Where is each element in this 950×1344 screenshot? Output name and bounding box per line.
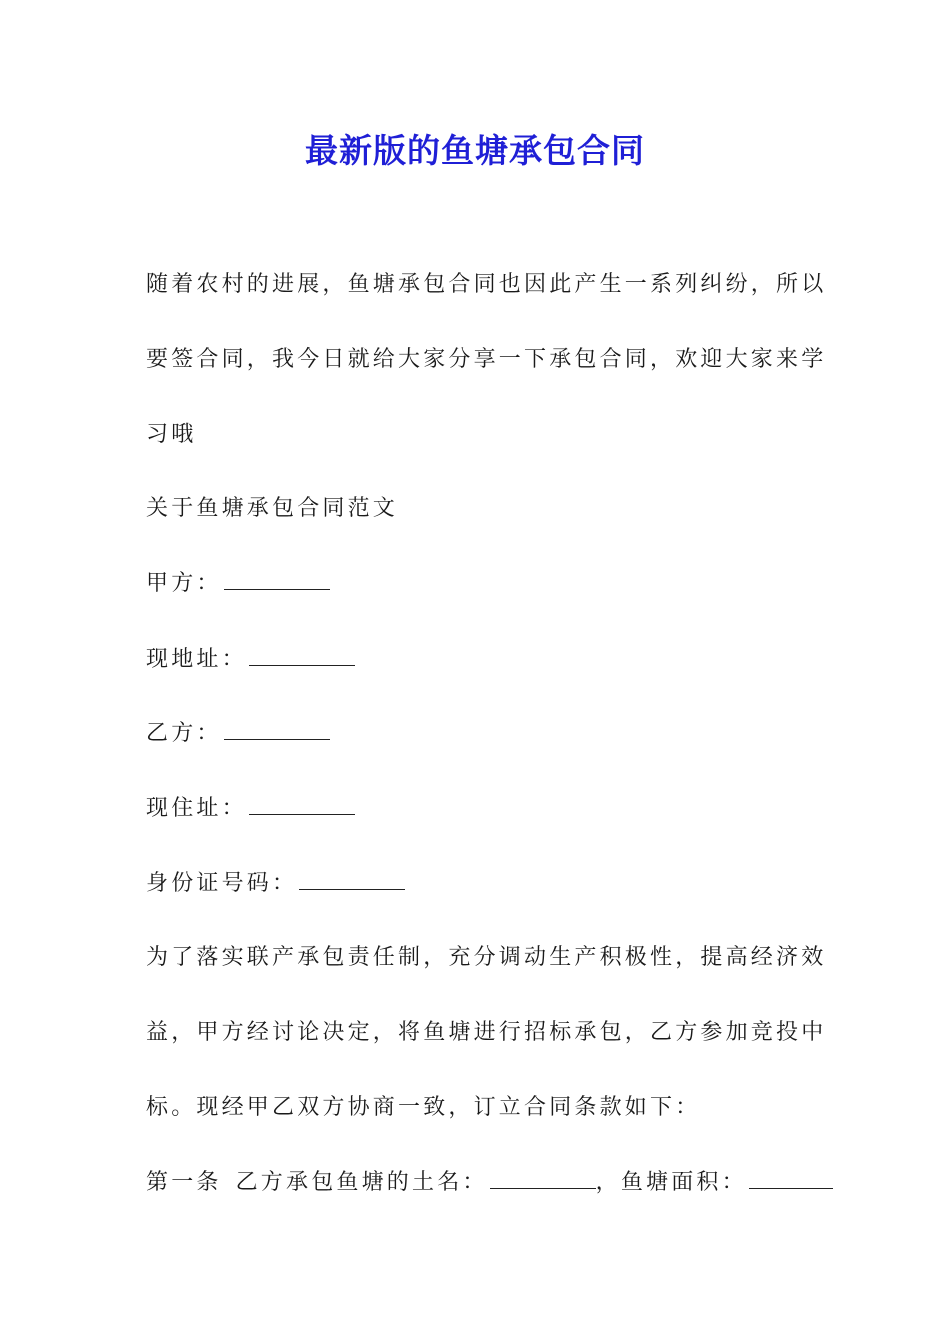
party-a-label: 甲方：: [146, 571, 222, 596]
party-a-blank: [224, 569, 330, 590]
intro-line-2: 要签合同，我今日就给大家分享一下承包合同，欢迎大家来学: [146, 347, 827, 372]
body-line-2: 益，甲方经讨论决定，将鱼塘进行招标承包，乙方参加竞投中: [146, 1020, 827, 1045]
residence-label: 现住址：: [146, 796, 247, 821]
article-1-text-a: 乙方承包鱼塘的土名：: [235, 1170, 488, 1195]
address-blank: [249, 645, 355, 666]
pond-name-blank: [490, 1168, 596, 1189]
article-1: [146, 1168, 833, 1198]
article-1-text-b: ，鱼塘面积：: [595, 1170, 747, 1195]
residence-field: [146, 794, 355, 824]
intro-line-1: 随着农村的进展，鱼塘承包合同也因此产生一系列纠纷，所以: [146, 272, 827, 297]
id-number-blank: [299, 869, 405, 890]
body-line-1: 为了落实联产承包责任制，充分调动生产积极性，提高经济效: [146, 945, 827, 970]
intro-line-3: 习哦: [146, 422, 197, 447]
address-label: 现地址：: [146, 647, 247, 672]
id-number-label: 身份证号码：: [146, 871, 298, 896]
party-b-field: [146, 719, 330, 749]
residence-blank: [249, 794, 355, 815]
document-title: 最新版的鱼塘承包合同: [305, 131, 645, 170]
party-b-label: 乙方：: [146, 721, 222, 746]
party-a-field: [146, 569, 330, 599]
article-1-label: 第一条: [146, 1170, 222, 1195]
id-number-field: [146, 869, 405, 899]
body-line-3: 标。现经甲乙双方协商一致，订立合同条款如下：: [146, 1095, 701, 1120]
party-b-blank: [224, 719, 330, 740]
address-field: [146, 645, 355, 675]
document-subtitle: 关于鱼塘承包合同范文: [146, 496, 399, 521]
pond-area-blank: [749, 1168, 833, 1189]
